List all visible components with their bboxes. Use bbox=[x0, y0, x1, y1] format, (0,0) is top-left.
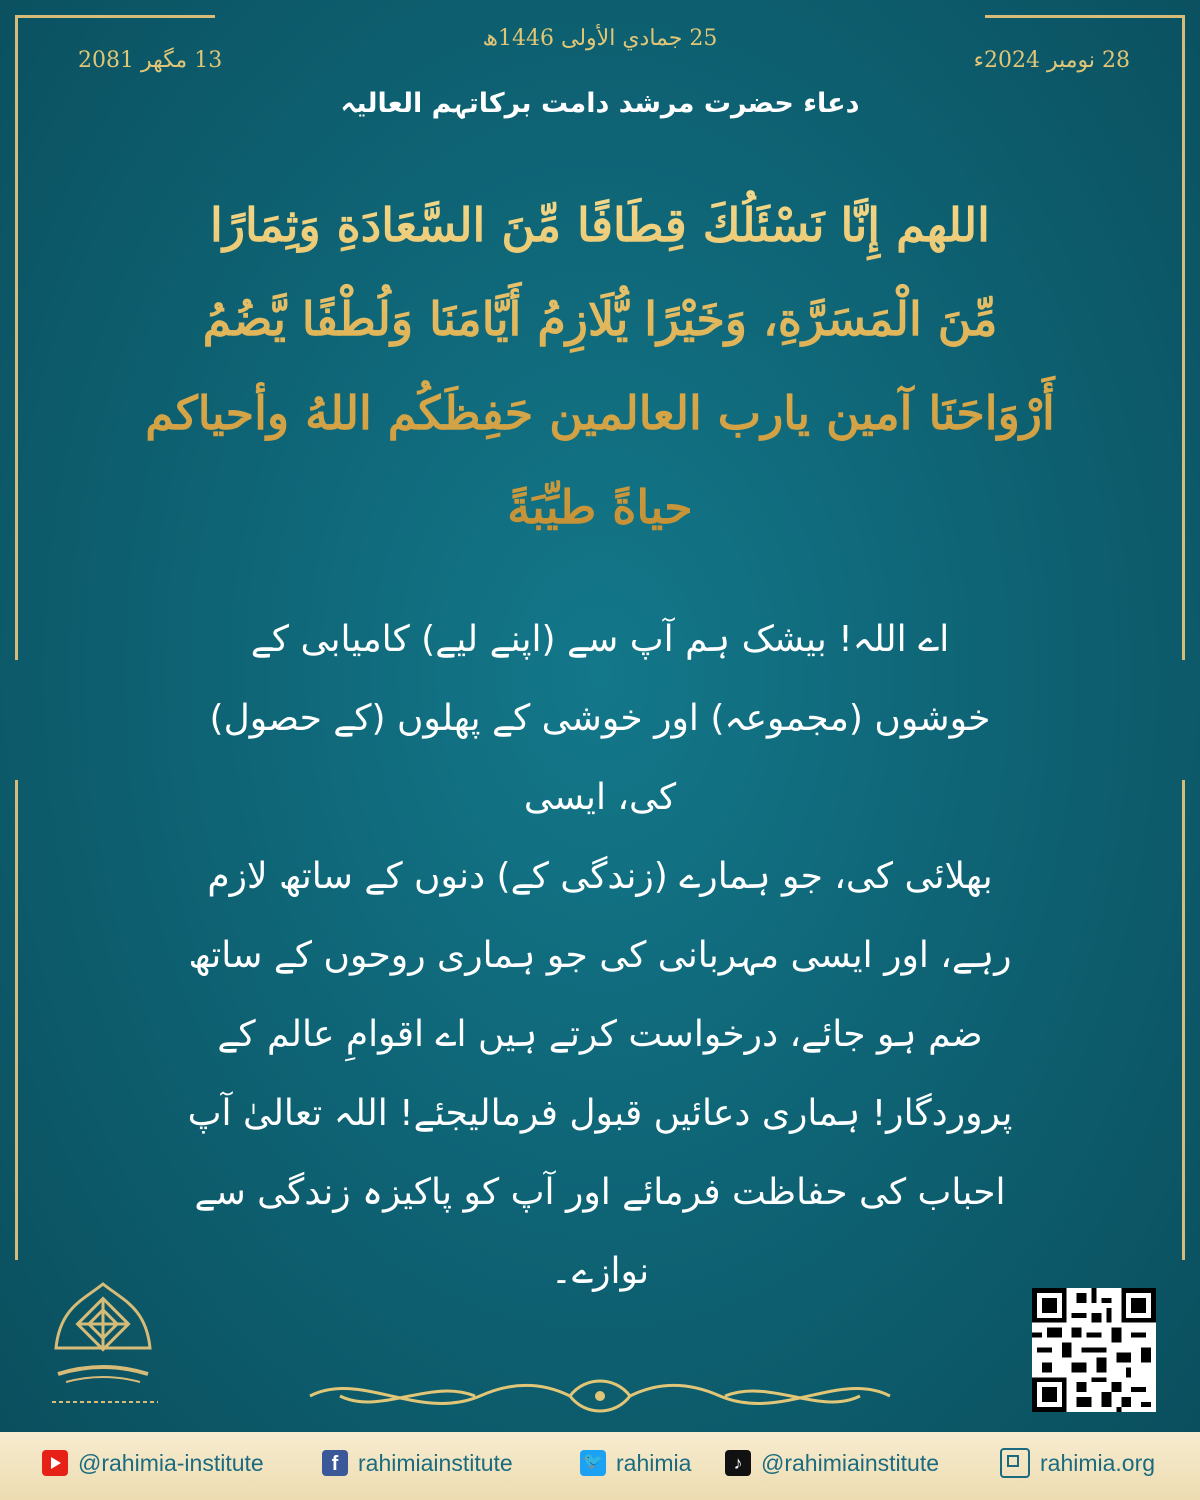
twitter-handle: rahimia bbox=[616, 1449, 692, 1476]
tiktok-link[interactable] bbox=[725, 1448, 939, 1478]
facebook-icon: f bbox=[322, 1450, 348, 1476]
gold-ornament-divider bbox=[300, 1366, 900, 1426]
arabic-line: مِّنَ الْمَسَرَّةِ، وَخَيْرًا يُّلَازِمُ أَيَّامَنَا وَلُطْفًا يَّضُمُ bbox=[202, 292, 998, 346]
frame-right-lower bbox=[1182, 780, 1185, 1260]
urdu-line: پروردگار! ہماری دعائیں قبول فرمالیجئے! اللہ تعالیٰ آپ bbox=[187, 1093, 1013, 1134]
urdu-line: بھلائی کی، جو ہمارے (زندگی کے) دنوں کے ساتھ لازم bbox=[207, 856, 993, 897]
twitter-icon bbox=[580, 1450, 606, 1476]
facebook-link[interactable] bbox=[322, 1448, 513, 1478]
arabic-line: اللهم إِنَّا نَسْئَلُكَ قِطَافًا مِّنَ السَّعَادَةِ وَثِمَارًا bbox=[210, 198, 990, 252]
website-url: rahimia.org bbox=[1040, 1449, 1156, 1476]
urdu-line: احباب کی حفاظت فرمائے اور آپ کو پاکیزہ زندگی سے bbox=[194, 1172, 1006, 1213]
bikrami-date: 13 مگھر 2081 bbox=[78, 48, 223, 73]
hijri-date: 25 جمادي الأولى 1446ھ bbox=[482, 26, 718, 51]
facebook-handle: rahimiainstitute bbox=[358, 1449, 513, 1476]
urdu-line: خوشوں (مجموعہ) اور خوشی کے پھلوں (کے حصول) کی، ایسی bbox=[209, 698, 991, 818]
website-link[interactable] bbox=[1000, 1448, 1155, 1478]
arabic-line: أَرْوَاحَنَا آمين يارب العالمين حَفِظَكُم اللهُ وأحياكم bbox=[145, 386, 1055, 440]
tiktok-icon: ♪ bbox=[725, 1450, 751, 1476]
frame-top-left bbox=[15, 15, 215, 18]
youtube-handle: @rahimia-institute bbox=[78, 1449, 264, 1476]
youtube-link[interactable] bbox=[42, 1448, 264, 1478]
page-title: دعاء حضرت مرشد دامت برکاتہم العالیہ bbox=[340, 88, 860, 119]
frame-left-lower bbox=[15, 780, 18, 1260]
rahimia-logo bbox=[38, 1278, 168, 1418]
arabic-dua bbox=[90, 178, 1110, 554]
urdu-line: نوازے۔ bbox=[550, 1251, 650, 1292]
frame-top-right bbox=[985, 15, 1185, 18]
gregorian-date: 28 نومبر 2024ء bbox=[973, 48, 1130, 73]
tiktok-handle: @rahimiainstitute bbox=[761, 1449, 940, 1476]
urdu-line: رہے، اور ایسی مہربانی کی جو ہماری روحوں کے ساتھ bbox=[188, 935, 1012, 976]
website-icon bbox=[1000, 1448, 1030, 1478]
qr-code[interactable] bbox=[1032, 1288, 1156, 1412]
youtube-icon bbox=[42, 1450, 68, 1476]
urdu-line: اے اللہ! بیشک ہم آپ سے (اپنے لیے) کامیابی کے bbox=[250, 619, 950, 660]
urdu-line: ضم ہو جائے، درخواست کرتے ہیں اے اقوامِ عالم کے bbox=[217, 1014, 983, 1055]
urdu-translation bbox=[180, 600, 1020, 1311]
twitter-link[interactable] bbox=[580, 1448, 691, 1478]
arabic-line: حياةً طيِّبَةً bbox=[507, 480, 693, 534]
